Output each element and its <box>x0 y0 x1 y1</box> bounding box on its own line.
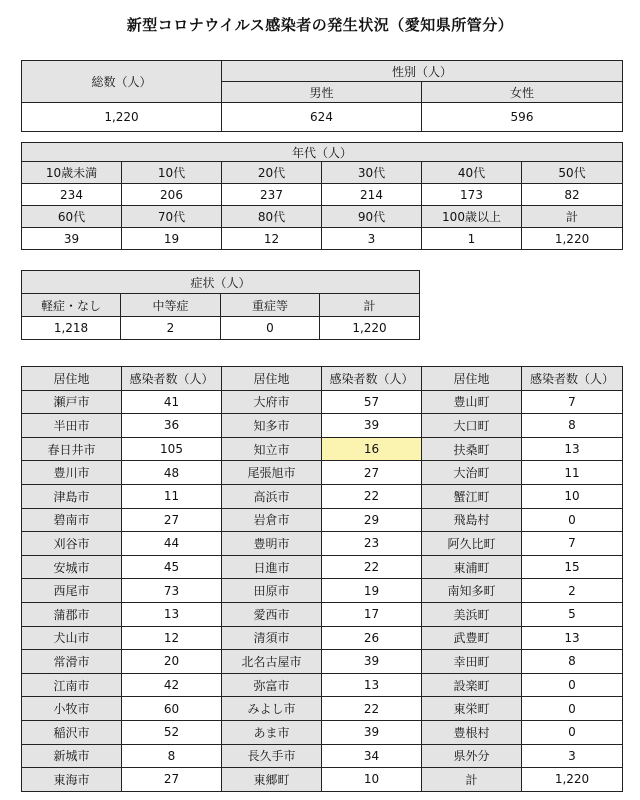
case-count: 0 <box>522 508 623 532</box>
case-count: 5 <box>522 602 623 626</box>
case-count: 1,220 <box>522 768 623 792</box>
age-value: 19 <box>122 228 222 250</box>
col-header-place: 居住地 <box>22 367 122 391</box>
age-label: 40代 <box>422 162 522 184</box>
age-label: 10歳未満 <box>22 162 122 184</box>
case-count: 48 <box>122 461 222 485</box>
symptom-label: 軽症・なし <box>22 294 121 317</box>
place-name: 清須市 <box>222 626 322 650</box>
place-name: 安城市 <box>22 555 122 579</box>
place-name: 東海市 <box>22 768 122 792</box>
place-name: 豊山町 <box>422 390 522 414</box>
table-row <box>22 555 623 579</box>
case-count: 22 <box>322 484 422 508</box>
case-count: 8 <box>522 650 623 674</box>
place-name: 長久手市 <box>222 744 322 768</box>
symptom-header: 症状（人） <box>22 271 420 294</box>
age-value: 82 <box>522 184 623 206</box>
case-count: 0 <box>522 720 623 744</box>
case-count: 26 <box>322 626 422 650</box>
place-name: あま市 <box>222 720 322 744</box>
place-name: 蒲郡市 <box>22 602 122 626</box>
case-count: 57 <box>322 390 422 414</box>
place-name: 稲沢市 <box>22 720 122 744</box>
case-count: 36 <box>122 414 222 438</box>
place-name: 知立市 <box>222 437 322 461</box>
place-name: 犬山市 <box>22 626 122 650</box>
case-count: 44 <box>122 532 222 556</box>
place-name: 愛西市 <box>222 602 322 626</box>
table-row <box>22 720 623 744</box>
case-count: 23 <box>322 532 422 556</box>
table-row <box>22 390 623 414</box>
age-label: 60代 <box>22 206 122 228</box>
age-value: 12 <box>222 228 322 250</box>
age-value: 173 <box>422 184 522 206</box>
place-name: 岩倉市 <box>222 508 322 532</box>
residence-table <box>21 366 623 792</box>
place-name: 知多市 <box>222 414 322 438</box>
table-row <box>22 579 623 603</box>
place-name: 扶桑町 <box>422 437 522 461</box>
place-name: 大治町 <box>422 461 522 485</box>
place-name: 常滑市 <box>22 650 122 674</box>
table-row <box>22 768 623 792</box>
case-count: 13 <box>522 626 623 650</box>
place-name: 南知多町 <box>422 579 522 603</box>
table-row <box>22 602 623 626</box>
case-count: 27 <box>122 508 222 532</box>
male-value: 624 <box>222 103 422 132</box>
total-value: 1,220 <box>22 103 222 132</box>
place-name: 阿久比町 <box>422 532 522 556</box>
place-name: 北名古屋市 <box>222 650 322 674</box>
symptom-label: 重症等 <box>221 294 320 317</box>
summary-table <box>21 60 623 132</box>
case-count: 12 <box>122 626 222 650</box>
case-count: 27 <box>122 768 222 792</box>
age-label: 80代 <box>222 206 322 228</box>
total-label: 総数（人） <box>22 61 222 103</box>
case-count: 29 <box>322 508 422 532</box>
age-label: 10代 <box>122 162 222 184</box>
case-count: 41 <box>122 390 222 414</box>
table-row <box>22 414 623 438</box>
symptom-table <box>21 270 420 340</box>
case-count: 13 <box>322 673 422 697</box>
symptom-value: 1,218 <box>22 317 121 340</box>
age-value: 206 <box>122 184 222 206</box>
age-value: 3 <box>322 228 422 250</box>
col-header-count: 感染者数（人） <box>522 367 623 391</box>
place-name: 半田市 <box>22 414 122 438</box>
place-name: みよし市 <box>222 697 322 721</box>
place-name: 尾張旭市 <box>222 461 322 485</box>
table-row <box>22 744 623 768</box>
place-name: 美浜町 <box>422 602 522 626</box>
case-count: 10 <box>522 484 623 508</box>
table-row <box>22 650 623 674</box>
female-label: 女性 <box>422 82 623 103</box>
symptom-value: 0 <box>221 317 320 340</box>
case-count: 8 <box>522 414 623 438</box>
place-name: 豊明市 <box>222 532 322 556</box>
place-name: 田原市 <box>222 579 322 603</box>
col-header-place: 居住地 <box>222 367 322 391</box>
age-header: 年代（人） <box>22 143 623 162</box>
place-name: 大府市 <box>222 390 322 414</box>
symptom-label: 計 <box>320 294 420 317</box>
symptom-label: 中等症 <box>121 294 221 317</box>
age-label: 70代 <box>122 206 222 228</box>
case-count: 73 <box>122 579 222 603</box>
place-name: 刈谷市 <box>22 532 122 556</box>
case-count: 39 <box>322 720 422 744</box>
place-name: 江南市 <box>22 673 122 697</box>
table-row <box>22 437 623 461</box>
case-count: 10 <box>322 768 422 792</box>
age-label: 20代 <box>222 162 322 184</box>
table-row <box>22 697 623 721</box>
case-count: 7 <box>522 390 623 414</box>
male-label: 男性 <box>222 82 422 103</box>
symptom-value: 2 <box>121 317 221 340</box>
case-count: 11 <box>522 461 623 485</box>
case-count: 42 <box>122 673 222 697</box>
age-value: 237 <box>222 184 322 206</box>
col-header-count: 感染者数（人） <box>322 367 422 391</box>
table-row <box>22 673 623 697</box>
case-count: 27 <box>322 461 422 485</box>
case-count: 0 <box>522 697 623 721</box>
place-name: 飛島村 <box>422 508 522 532</box>
case-count: 16 <box>322 437 422 461</box>
table-row <box>22 532 623 556</box>
age-value: 234 <box>22 184 122 206</box>
case-count: 15 <box>522 555 623 579</box>
case-count: 39 <box>322 650 422 674</box>
case-count: 60 <box>122 697 222 721</box>
place-name: 蟹江町 <box>422 484 522 508</box>
age-value: 214 <box>322 184 422 206</box>
case-count: 7 <box>522 532 623 556</box>
age-label: 100歳以上 <box>422 206 522 228</box>
table-row <box>22 508 623 532</box>
place-name: 設楽町 <box>422 673 522 697</box>
place-name: 弥富市 <box>222 673 322 697</box>
col-header-count: 感染者数（人） <box>122 367 222 391</box>
symptom-value: 1,220 <box>320 317 420 340</box>
age-label: 90代 <box>322 206 422 228</box>
case-count: 2 <box>522 579 623 603</box>
age-value: 1 <box>422 228 522 250</box>
age-label: 30代 <box>322 162 422 184</box>
place-name: 津島市 <box>22 484 122 508</box>
place-name: 東浦町 <box>422 555 522 579</box>
case-count: 45 <box>122 555 222 579</box>
col-header-place: 居住地 <box>422 367 522 391</box>
case-count: 52 <box>122 720 222 744</box>
place-name: 豊川市 <box>22 461 122 485</box>
table-row <box>22 484 623 508</box>
case-count: 17 <box>322 602 422 626</box>
table-row <box>22 626 623 650</box>
place-name: 春日井市 <box>22 437 122 461</box>
case-count: 0 <box>522 673 623 697</box>
age-table <box>21 142 623 250</box>
place-name: 豊根村 <box>422 720 522 744</box>
place-name: 武豊町 <box>422 626 522 650</box>
case-count: 39 <box>322 414 422 438</box>
age-label: 50代 <box>522 162 623 184</box>
place-name: 高浜市 <box>222 484 322 508</box>
female-value: 596 <box>422 103 623 132</box>
place-name: 瀬戸市 <box>22 390 122 414</box>
place-name: 西尾市 <box>22 579 122 603</box>
place-name: 東栄町 <box>422 697 522 721</box>
table-row <box>22 461 623 485</box>
case-count: 13 <box>522 437 623 461</box>
case-count: 11 <box>122 484 222 508</box>
age-value: 1,220 <box>522 228 623 250</box>
page-title: 新型コロナウイルス感染者の発生状況（愛知県所管分） <box>126 16 514 34</box>
place-name: 県外分 <box>422 744 522 768</box>
place-name: 小牧市 <box>22 697 122 721</box>
case-count: 3 <box>522 744 623 768</box>
case-count: 8 <box>122 744 222 768</box>
place-name: 日進市 <box>222 555 322 579</box>
case-count: 20 <box>122 650 222 674</box>
place-name: 碧南市 <box>22 508 122 532</box>
case-count: 19 <box>322 579 422 603</box>
place-name: 幸田町 <box>422 650 522 674</box>
sex-label: 性別（人） <box>222 61 623 82</box>
place-name: 計 <box>422 768 522 792</box>
age-value: 39 <box>22 228 122 250</box>
case-count: 22 <box>322 555 422 579</box>
place-name: 新城市 <box>22 744 122 768</box>
place-name: 東郷町 <box>222 768 322 792</box>
case-count: 22 <box>322 697 422 721</box>
place-name: 大口町 <box>422 414 522 438</box>
case-count: 105 <box>122 437 222 461</box>
age-label: 計 <box>522 206 623 228</box>
case-count: 34 <box>322 744 422 768</box>
case-count: 13 <box>122 602 222 626</box>
